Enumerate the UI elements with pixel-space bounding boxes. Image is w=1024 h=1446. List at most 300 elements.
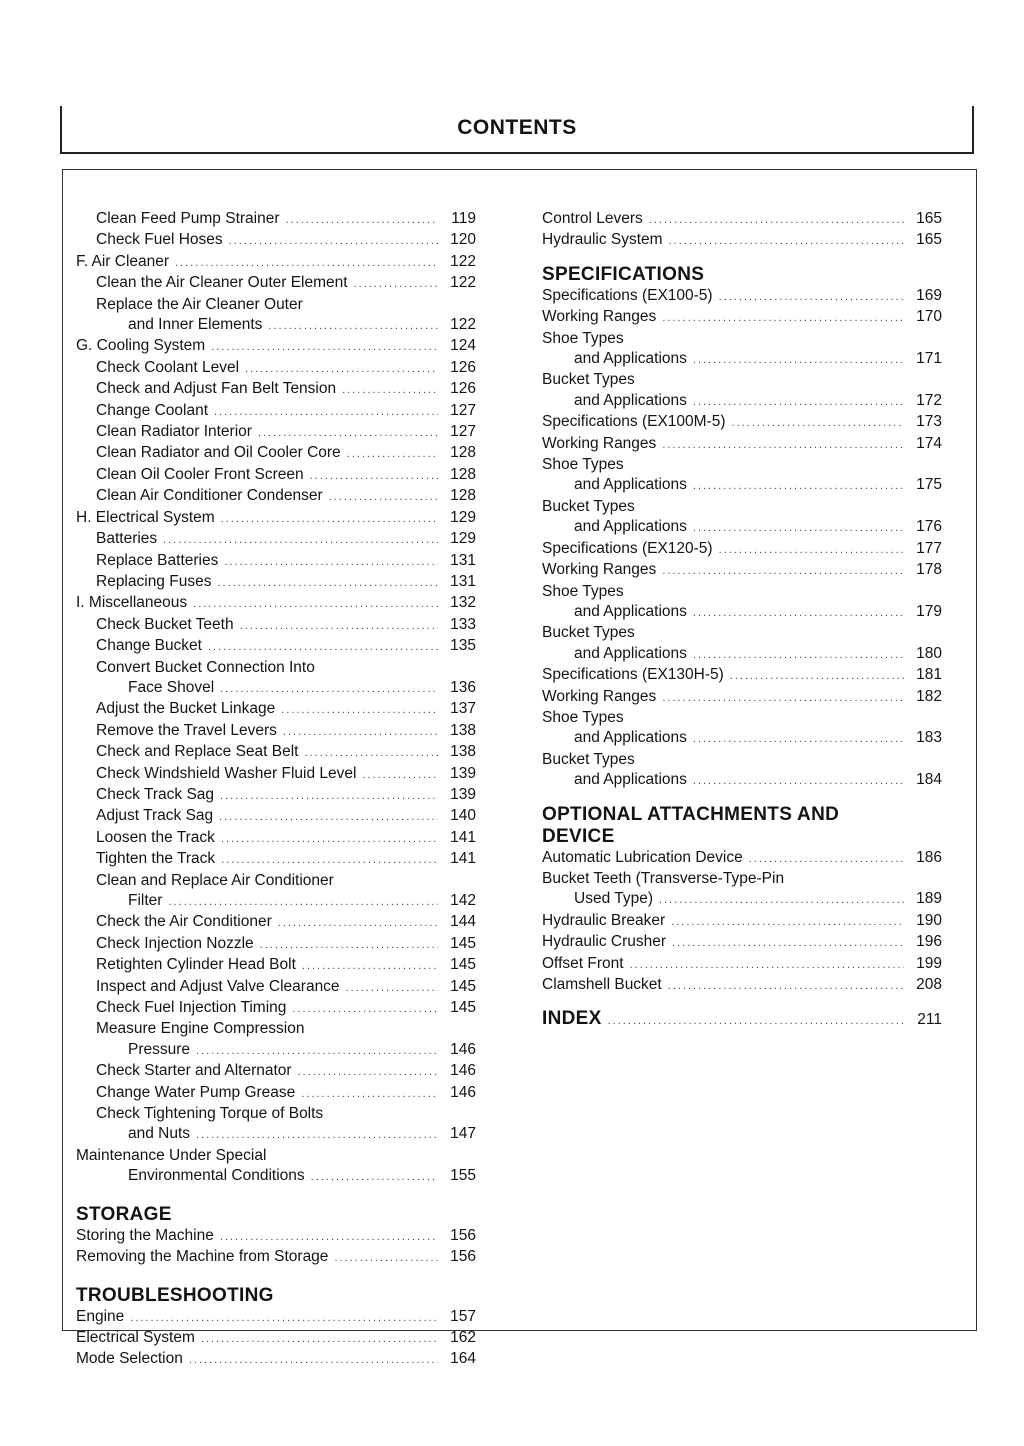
toc-entry[interactable]: [76, 1019, 476, 1039]
toc-entry-page: 196: [916, 933, 942, 951]
dot-leader: [208, 637, 438, 657]
toc-entry-page: 211: [917, 1011, 942, 1029]
toc-entry[interactable]: [76, 273, 476, 294]
toc-entry[interactable]: [76, 1040, 476, 1061]
toc-entry[interactable]: [542, 497, 942, 517]
dot-leader: [193, 594, 438, 614]
toc-entry[interactable]: [76, 1226, 476, 1247]
toc-entry-page: 156: [450, 1226, 476, 1244]
toc-entry[interactable]: [76, 785, 476, 806]
dot-leader: [260, 935, 438, 955]
toc-entry-page: 189: [916, 890, 942, 908]
dot-leader: [693, 476, 904, 496]
dot-leader: [347, 444, 438, 464]
toc-entry-title: Remove the Travel Levers: [96, 721, 277, 739]
toc-entry-title: Pressure: [128, 1040, 191, 1058]
toc-entry[interactable]: [76, 1083, 476, 1104]
dot-leader: [346, 978, 438, 998]
dot-leader: [630, 955, 904, 975]
toc-entry-title: and Applications: [574, 729, 687, 747]
section-heading: TROUBLESHOOTING: [76, 1284, 274, 1306]
dot-leader: [298, 1062, 438, 1082]
toc-entry-title: Check Tightening Torque of Bolts: [96, 1105, 324, 1123]
toc-entry[interactable]: [76, 315, 476, 336]
toc-entry[interactable]: [76, 998, 476, 1019]
toc-entry[interactable]: [76, 849, 476, 870]
toc-entry-title: Filter: [128, 892, 163, 909]
toc-entry[interactable]: [76, 891, 476, 912]
toc-entry[interactable]: [542, 848, 942, 869]
toc-entry-page: 147: [450, 1125, 476, 1143]
dot-leader: [229, 231, 438, 251]
toc-entry-title: Face Shovel: [128, 678, 215, 696]
toc-entry-title: H. Electrical System: [76, 508, 215, 526]
toc-entry-page: 142: [450, 892, 476, 909]
toc-entry[interactable]: [76, 465, 476, 486]
toc-entry-page: 138: [450, 743, 476, 761]
toc-entry[interactable]: [76, 1166, 476, 1187]
toc-entry-page: 127: [450, 423, 476, 441]
toc-entry[interactable]: [542, 517, 942, 538]
toc-entry-page: 141: [450, 850, 476, 868]
toc-entry[interactable]: [76, 1124, 476, 1145]
toc-entry-page: 183: [916, 729, 942, 747]
toc-entry-page: 186: [916, 848, 942, 866]
toc-entry-title: F. Air Cleaner: [76, 252, 170, 270]
spacer: [542, 996, 942, 1008]
toc-entry-title: Offset Front: [542, 954, 624, 972]
toc-entry-title: Measure Engine Compression: [96, 1020, 305, 1038]
toc-entry[interactable]: [76, 572, 476, 593]
toc-entry-page: 182: [916, 687, 942, 705]
toc-entry-title: Control Levers: [542, 210, 643, 227]
toc-entry[interactable]: [542, 209, 942, 230]
dot-leader: [220, 786, 438, 806]
toc-entry-title: Replace Batteries: [96, 551, 219, 569]
toc-entry-page: 124: [450, 337, 476, 355]
toc-entry-title: Tighten the Track: [96, 850, 216, 868]
toc-entry[interactable]: [76, 955, 476, 976]
dot-leader: [214, 402, 438, 422]
toc-entry-title: Check the Air Conditioner: [96, 913, 272, 931]
toc-entry-title: and Applications: [574, 518, 687, 536]
dot-leader: [292, 999, 438, 1019]
dot-leader: [168, 892, 438, 912]
dot-leader: [221, 850, 438, 870]
toc-entry-page: 190: [916, 911, 942, 929]
toc-entry-page: 169: [916, 286, 942, 304]
toc-entry-title: Clean Feed Pump Strainer: [96, 210, 280, 227]
toc-entry-title: Storing the Machine: [76, 1226, 214, 1244]
dot-leader: [334, 1248, 438, 1268]
toc-entry-page: 128: [450, 487, 476, 505]
dot-leader: [163, 530, 438, 550]
toc-entry[interactable]: [76, 615, 476, 636]
toc-entry[interactable]: [76, 912, 476, 933]
toc-entry[interactable]: [76, 1061, 476, 1082]
toc-entry-title: Working Ranges: [542, 561, 657, 579]
dot-leader: [219, 807, 438, 827]
toc-entry-title: Clean Radiator and Oil Cooler Core: [96, 444, 341, 462]
dot-leader: [196, 1125, 438, 1145]
toc-entry-title: Loosen the Track: [96, 828, 215, 846]
dot-leader: [671, 912, 904, 932]
dot-leader: [668, 976, 904, 996]
toc-entry-title: and Inner Elements: [128, 316, 263, 334]
toc-entry[interactable]: [542, 932, 942, 953]
dot-leader: [693, 350, 904, 370]
toc-entry-page: 146: [450, 1083, 476, 1101]
toc-entry[interactable]: [76, 1307, 476, 1328]
toc-entry[interactable]: [76, 1349, 476, 1370]
toc-entry-title: Retighten Cylinder Head Bolt: [96, 956, 296, 974]
dot-leader: [201, 1329, 438, 1349]
toc-entry[interactable]: [76, 806, 476, 827]
toc-entry-title: Clean the Air Cleaner Outer Element: [96, 274, 348, 292]
toc-entry[interactable]: [76, 379, 476, 400]
toc-entry[interactable]: [76, 1328, 476, 1349]
toc-entry-page: 139: [450, 785, 476, 803]
toc-entry-page: 139: [450, 764, 476, 782]
page-title: CONTENTS: [457, 116, 577, 139]
toc-entry-title: Bucket Types: [542, 497, 635, 515]
toc-entry[interactable]: [542, 230, 942, 251]
dot-leader: [719, 287, 904, 307]
toc-entry[interactable]: [542, 728, 942, 749]
toc-entry-page: 170: [916, 308, 942, 326]
dot-leader: [258, 423, 438, 443]
toc-entry-title: Working Ranges: [542, 434, 657, 452]
toc-entry-title: Automatic Lubrication Device: [542, 848, 743, 866]
toc-entry-page: 145: [450, 977, 476, 995]
toc-entry[interactable]: [76, 551, 476, 572]
toc-entry-page: 144: [450, 913, 476, 931]
dot-leader: [362, 765, 438, 785]
dot-leader: [662, 561, 904, 581]
toc-entry[interactable]: [76, 1104, 476, 1124]
toc-entry-title: and Nuts: [128, 1125, 191, 1143]
toc-entry-page: 126: [450, 358, 476, 376]
toc-entry[interactable]: [542, 307, 942, 328]
dot-leader: [281, 700, 438, 720]
dot-leader: [286, 210, 438, 230]
toc-entry[interactable]: [542, 889, 942, 910]
toc-entry-title: Change Coolant: [96, 401, 209, 419]
toc-entry-title: Replacing Fuses: [96, 572, 212, 590]
toc-entry-page: 129: [450, 508, 476, 526]
toc-entry-title: Shoe Types: [542, 708, 624, 726]
toc-entry-page: 128: [450, 465, 476, 483]
toc-entry-page: 171: [916, 350, 942, 368]
toc-entry-page: 208: [916, 976, 942, 993]
toc-entry-title: and Applications: [574, 476, 687, 494]
toc-entry-title: Clean Radiator Interior: [96, 423, 252, 441]
toc-entry-title: Clean Oil Cooler Front Screen: [96, 465, 304, 483]
dot-leader: [662, 688, 904, 708]
toc-entry-title: Bucket Types: [542, 624, 635, 642]
toc-entry[interactable]: [76, 658, 476, 678]
dot-leader: [669, 231, 904, 251]
dot-leader: [175, 253, 438, 273]
toc-entry-page: 135: [450, 637, 476, 655]
toc-entry[interactable]: [76, 252, 476, 273]
toc-entry-page: 131: [450, 572, 476, 590]
dot-leader: [302, 956, 438, 976]
toc-entry-page: 175: [916, 476, 942, 494]
toc-entry-page: 179: [916, 602, 942, 620]
toc-entry[interactable]: [542, 286, 942, 307]
toc-entry-title: Clamshell Bucket: [542, 976, 662, 993]
toc-entry[interactable]: [542, 750, 942, 770]
toc-entry-title: Replace the Air Cleaner Outer: [96, 295, 303, 313]
toc-entry[interactable]: [76, 486, 476, 507]
toc-entry-title: Clean and Replace Air Conditioner: [96, 871, 334, 889]
toc-entry[interactable]: [76, 636, 476, 657]
section-heading: STORAGE: [76, 1203, 172, 1225]
toc-entry[interactable]: [542, 954, 942, 975]
dot-leader: [196, 1041, 438, 1061]
dot-leader: [732, 413, 905, 433]
dot-leader: [608, 1011, 904, 1031]
section-heading: SPECIFICATIONS: [542, 263, 705, 285]
toc-entry-page: 120: [450, 231, 476, 249]
dot-leader: [301, 1084, 438, 1104]
dot-leader: [268, 316, 438, 336]
toc-entry-page: 126: [450, 380, 476, 398]
toc-entry-page: 176: [916, 518, 942, 536]
toc-entry-title: Adjust the Bucket Linkage: [96, 700, 276, 718]
toc-entry-page: 132: [450, 594, 476, 612]
toc-entry-title: Check Injection Nozzle: [96, 934, 254, 952]
toc-entry-title: and Applications: [574, 391, 687, 409]
dot-leader: [719, 540, 904, 560]
toc-entry-page: 141: [450, 828, 476, 846]
toc-entry-page: 181: [916, 666, 942, 684]
toc-entry[interactable]: [542, 644, 942, 665]
toc-entry-page: 177: [916, 539, 942, 557]
toc-entry-title: Check Track Sag: [96, 785, 215, 803]
toc-entry[interactable]: [76, 977, 476, 998]
toc-entry-page: 140: [450, 807, 476, 825]
toc-entry-page: 146: [450, 1062, 476, 1080]
dot-leader: [130, 1308, 438, 1328]
toc-entry-page: 157: [450, 1307, 476, 1325]
toc-entry-page: 145: [450, 956, 476, 974]
dot-leader: [693, 392, 904, 412]
toc-entry[interactable]: [76, 699, 476, 720]
toc-entry-title: Shoe Types: [542, 456, 624, 474]
toc-entry-page: 145: [450, 934, 476, 952]
toc-entry-title: Removing the Machine from Storage: [76, 1248, 329, 1266]
toc-entry-title: Change Water Pump Grease: [96, 1083, 296, 1101]
toc-entry[interactable]: [542, 1008, 942, 1031]
dot-leader: [649, 210, 904, 230]
toc-entry-page: 165: [916, 231, 942, 249]
toc-entry[interactable]: [76, 529, 476, 550]
toc-right-column: [542, 209, 942, 1032]
toc-entry-title: Engine: [76, 1307, 125, 1325]
dot-leader: [221, 829, 438, 849]
toc-entry-title: Check and Replace Seat Belt: [96, 743, 299, 761]
toc-entry-page: 145: [450, 999, 476, 1017]
toc-entry-title: Bucket Types: [542, 750, 635, 768]
dot-leader: [730, 666, 904, 686]
toc-entry-page: 174: [916, 434, 942, 452]
toc-entry[interactable]: [76, 295, 476, 315]
toc-entry-page: 164: [450, 1350, 476, 1368]
toc-entry-page: 122: [450, 316, 476, 334]
toc-entry-page: 199: [916, 954, 942, 972]
dot-leader: [310, 466, 438, 486]
toc-entry-title: Clean Air Conditioner Condenser: [96, 487, 323, 505]
dot-leader: [662, 308, 904, 328]
toc-entry-title: Check Bucket Teeth: [96, 615, 234, 633]
toc-entry-title: and Applications: [574, 771, 687, 789]
toc-entry[interactable]: [76, 934, 476, 955]
toc-entry-page: 155: [450, 1167, 476, 1185]
toc-entry[interactable]: [76, 1247, 476, 1268]
toc-entry-title: Check and Adjust Fan Belt Tension: [96, 380, 337, 398]
toc-entry-title: Convert Bucket Connection Into: [96, 658, 315, 676]
section-heading: OPTIONAL ATTACHMENTS AND: [542, 803, 840, 825]
toc-entry-title: Check Fuel Injection Timing: [96, 999, 287, 1017]
toc-entry-page: 137: [450, 700, 476, 718]
dot-leader: [221, 509, 438, 529]
toc-entry-title: Mode Selection: [76, 1350, 183, 1368]
toc-entry-title: Check Coolant Level: [96, 358, 240, 376]
toc-entry[interactable]: [76, 422, 476, 443]
toc-entry[interactable]: [76, 721, 476, 742]
toc-entry-page: 122: [450, 274, 476, 292]
dot-leader: [189, 1350, 438, 1370]
toc-entry-title: I. Miscellaneous: [76, 594, 188, 612]
toc-entry[interactable]: [76, 209, 476, 230]
toc-entry[interactable]: [542, 560, 942, 581]
toc-entry-page: 119: [451, 210, 476, 227]
toc-entry-title: Bucket Teeth (Transverse-Type-Pin: [542, 869, 785, 887]
toc-entry[interactable]: [76, 593, 476, 614]
toc-entry[interactable]: [542, 412, 942, 433]
toc-entry[interactable]: [542, 434, 942, 455]
toc-entry-page: 162: [450, 1328, 476, 1346]
dot-leader: [283, 722, 438, 742]
toc-entry-title: Hydraulic Crusher: [542, 933, 667, 951]
toc-entry-page: 136: [450, 678, 476, 696]
toc-entry-title: and Applications: [574, 644, 687, 662]
toc-entry[interactable]: [542, 911, 942, 932]
toc-entry[interactable]: [542, 665, 942, 686]
toc-entry[interactable]: [542, 329, 942, 349]
toc-entry-page: 131: [450, 551, 476, 569]
section-heading: INDEX: [542, 1008, 602, 1030]
dot-leader: [662, 435, 904, 455]
toc-entry-page: 178: [916, 561, 942, 579]
toc-entry[interactable]: [542, 975, 942, 996]
toc-entry[interactable]: [542, 770, 942, 791]
toc-entry[interactable]: [76, 401, 476, 422]
toc-entry-page: 138: [450, 721, 476, 739]
toc-entry[interactable]: [542, 349, 942, 370]
toc-entry-title: and Applications: [574, 602, 687, 620]
dot-leader: [211, 337, 438, 357]
toc-entry[interactable]: [542, 708, 942, 728]
dot-leader: [304, 743, 438, 763]
dot-leader: [311, 1167, 438, 1187]
toc-entry-title: Specifications (EX100M-5): [542, 413, 726, 431]
toc-entry-title: Bucket Types: [542, 371, 635, 389]
toc-left-column: [76, 209, 476, 1371]
toc-entry[interactable]: [542, 370, 942, 390]
toc-entry[interactable]: [76, 1146, 476, 1166]
toc-entry[interactable]: [76, 764, 476, 785]
toc-entry-title: Adjust Track Sag: [96, 807, 214, 825]
spacer: [76, 1188, 476, 1204]
toc-entry[interactable]: [76, 443, 476, 464]
toc-entry-title: Shoe Types: [542, 582, 624, 600]
dot-leader: [329, 487, 438, 507]
dot-leader: [693, 645, 904, 665]
toc-entry[interactable]: [76, 336, 476, 357]
dot-leader: [220, 1227, 438, 1247]
toc-entry[interactable]: [542, 869, 942, 889]
dot-leader: [354, 274, 438, 294]
toc-entry-title: Shoe Types: [542, 329, 624, 347]
toc-entry[interactable]: [76, 828, 476, 849]
toc-entry[interactable]: [542, 455, 942, 475]
dot-leader: [693, 771, 904, 791]
toc-entry[interactable]: [542, 582, 942, 602]
toc-entry-page: 129: [450, 530, 476, 548]
dot-leader: [217, 573, 438, 593]
toc-entry-title: and Applications: [574, 350, 687, 368]
dot-leader: [749, 849, 904, 869]
toc-entry[interactable]: [76, 871, 476, 891]
toc-entry[interactable]: [542, 623, 942, 643]
toc-entry-title: Check Fuel Hoses: [96, 231, 223, 249]
toc-entry-title: Specifications (EX100-5): [542, 286, 713, 304]
toc-entry[interactable]: [76, 358, 476, 379]
toc-entry-page: 165: [916, 210, 942, 227]
toc-entry[interactable]: [76, 678, 476, 699]
dot-leader: [245, 359, 438, 379]
dot-leader: [220, 679, 438, 699]
toc-entry-title: Hydraulic Breaker: [542, 911, 666, 929]
toc-entry-title: Check Windshield Washer Fluid Level: [96, 764, 357, 782]
toc-entry-page: 172: [916, 391, 942, 409]
dot-leader: [693, 518, 904, 538]
dot-leader: [659, 890, 904, 910]
toc-entry-title: Specifications (EX130H-5): [542, 666, 724, 684]
toc-entry-page: 127: [450, 401, 476, 419]
toc-entry-title: Change Bucket: [96, 637, 202, 655]
toc-entry-title: Environmental Conditions: [128, 1167, 305, 1185]
toc-entry[interactable]: [542, 602, 942, 623]
dot-leader: [693, 729, 904, 749]
toc-entry-title: Maintenance Under Special: [76, 1146, 267, 1164]
dot-leader: [224, 552, 438, 572]
toc-entry-title: Working Ranges: [542, 308, 657, 326]
toc-entry[interactable]: [542, 475, 942, 496]
toc-entry[interactable]: [542, 391, 942, 412]
toc-entry[interactable]: [542, 687, 942, 708]
toc-entry[interactable]: [542, 539, 942, 560]
toc-entry[interactable]: [76, 508, 476, 529]
toc-entry-page: 156: [450, 1248, 476, 1266]
toc-entry[interactable]: [76, 230, 476, 251]
toc-entry[interactable]: [76, 742, 476, 763]
toc-entry-title: Working Ranges: [542, 687, 657, 705]
toc-entry-title: Electrical System: [76, 1328, 195, 1346]
